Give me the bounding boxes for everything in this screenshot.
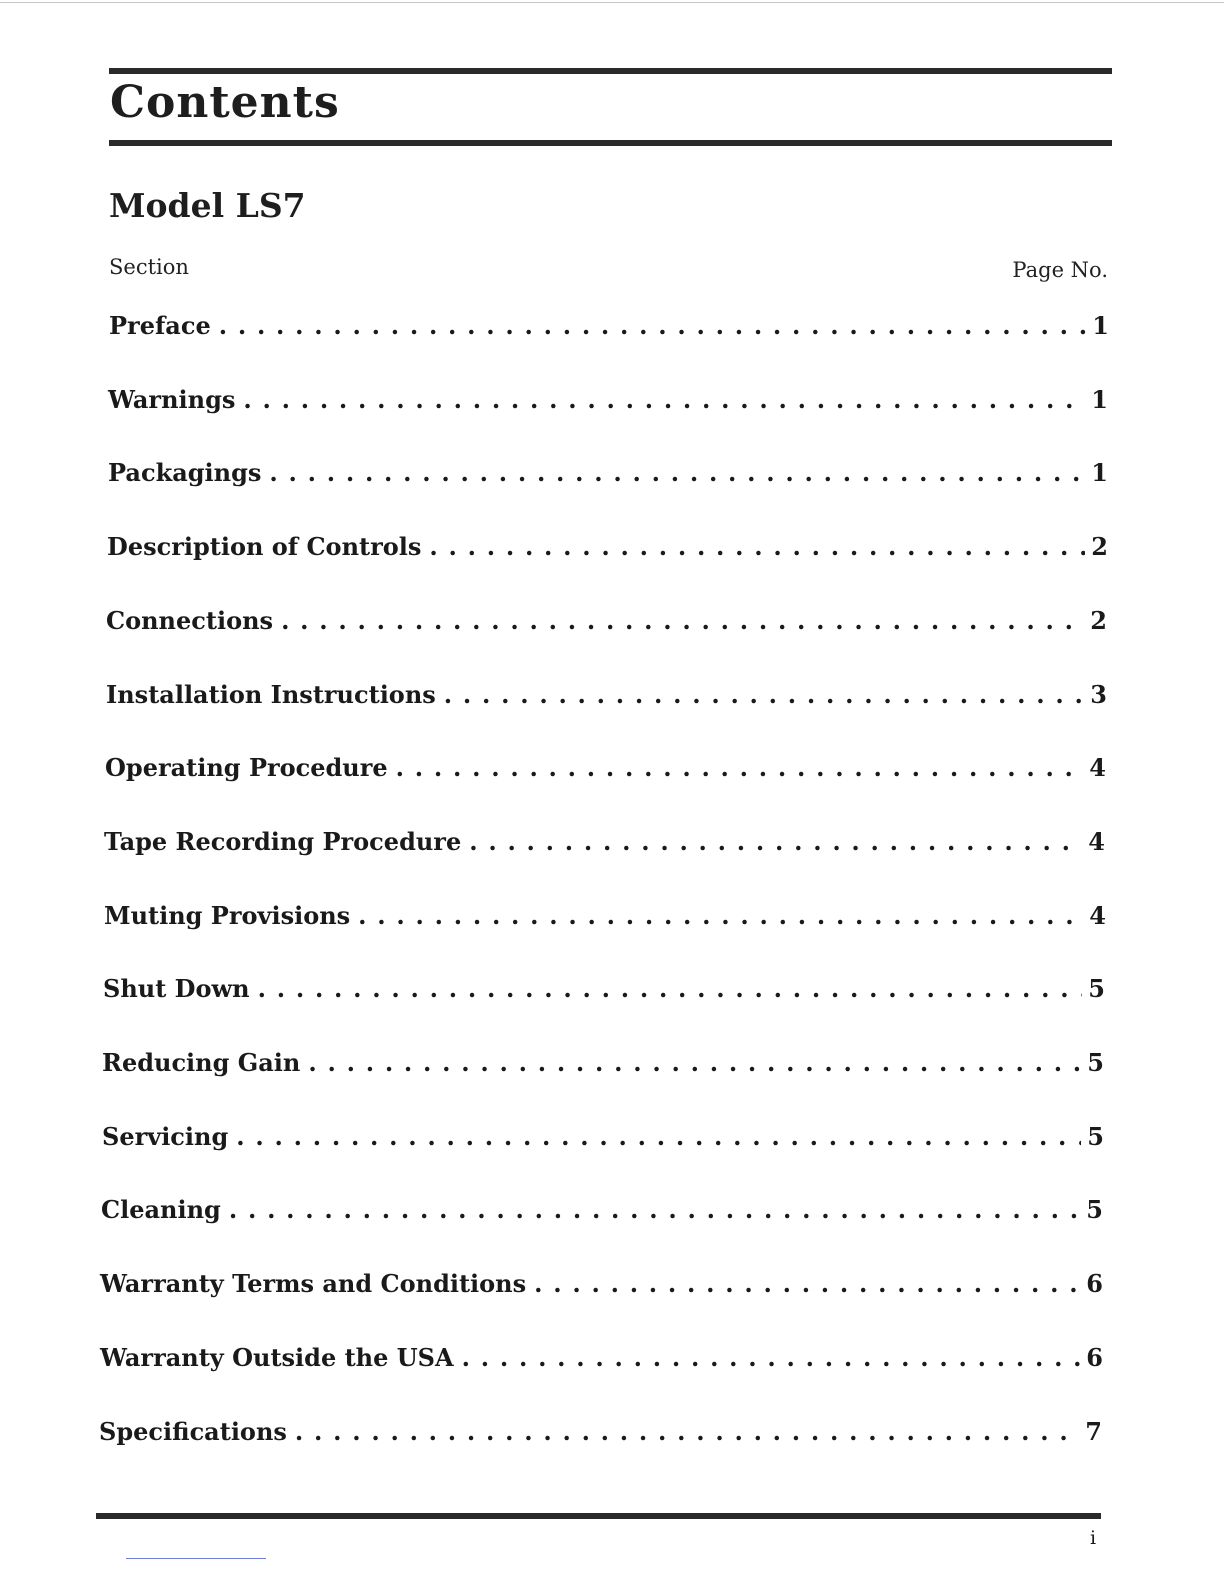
toc-entry-servicing[interactable] [102, 1119, 1104, 1153]
dot-leader [295, 1416, 1079, 1448]
toc-entry-title: Operating Procedure [105, 753, 388, 782]
toc-entry-title: Packagings [108, 458, 262, 487]
dot-leader [308, 1047, 1081, 1079]
toc-entry-operating-procedure[interactable] [105, 750, 1106, 784]
toc-entry-page: 2 [1091, 532, 1108, 561]
toc-entry-description-of-controls[interactable] [107, 529, 1108, 563]
page-number: i [1090, 1527, 1097, 1549]
dot-leader [229, 1194, 1080, 1226]
toc-entry-title: Warnings [108, 385, 236, 414]
dot-leader [429, 531, 1085, 563]
model-title: Model LS7 [109, 186, 306, 225]
toc-entry-title: Description of Controls [107, 532, 422, 561]
toc-entry-warnings[interactable] [108, 382, 1108, 416]
dot-leader [396, 752, 1084, 784]
dot-leader [243, 384, 1085, 416]
toc-entry-title: Shut Down [103, 974, 250, 1003]
toc-entry-cleaning[interactable] [101, 1192, 1103, 1226]
toc-entry-muting-provisions[interactable] [104, 898, 1106, 932]
toc-entry-connections[interactable] [106, 603, 1107, 637]
dot-leader [469, 826, 1082, 858]
section-column-header: Section [109, 255, 189, 279]
toc-entry-tape-recording-procedure[interactable] [104, 824, 1105, 858]
page-column-header: Page No. [1012, 258, 1108, 282]
footer-underline [126, 1558, 266, 1559]
toc-entry-title: Servicing [102, 1122, 229, 1151]
page-title: Contents [110, 77, 340, 128]
toc-entry-page: 5 [1087, 1122, 1104, 1151]
toc-entry-page: 5 [1087, 1048, 1104, 1077]
toc-entry-page: 7 [1085, 1417, 1102, 1446]
toc-entry-page: 4 [1088, 827, 1105, 856]
dot-leader [358, 900, 1083, 932]
dot-leader [444, 679, 1085, 711]
toc-entry-shut-down[interactable] [103, 971, 1105, 1005]
toc-entry-specifications[interactable] [99, 1414, 1102, 1448]
dot-leader [219, 310, 1087, 342]
dot-leader [281, 605, 1084, 637]
toc-entry-page: 6 [1086, 1343, 1103, 1372]
bottom-rule [96, 1513, 1101, 1519]
toc-entry-title: Muting Provisions [104, 901, 351, 930]
dot-leader [269, 457, 1085, 489]
toc-entry-page: 5 [1086, 1195, 1103, 1224]
toc-entry-page: 4 [1089, 753, 1106, 782]
toc-entry-page: 1 [1092, 311, 1109, 340]
toc-entry-title: Cleaning [101, 1195, 221, 1224]
toc-entry-warranty-terms[interactable] [100, 1266, 1103, 1300]
toc-entry-installation-instructions[interactable] [106, 677, 1107, 711]
toc-entry-page: 1 [1091, 385, 1108, 414]
toc-entry-page: 6 [1086, 1269, 1103, 1298]
toc-entry-title: Warranty Outside the USA [100, 1343, 454, 1372]
dot-leader [236, 1121, 1081, 1153]
dot-leader [534, 1268, 1080, 1300]
toc-entry-preface[interactable] [109, 308, 1109, 342]
toc-entry-reducing-gain[interactable] [102, 1045, 1104, 1079]
toc-entry-title: Specifications [99, 1417, 287, 1446]
toc-entry-title: Installation Instructions [106, 680, 436, 709]
dot-leader [258, 973, 1083, 1005]
toc-entry-title: Preface [109, 311, 211, 340]
toc-entry-page: 4 [1089, 901, 1106, 930]
dot-leader [462, 1342, 1081, 1374]
toc-entry-page: 5 [1088, 974, 1105, 1003]
toc-entry-title: Reducing Gain [102, 1048, 301, 1077]
toc-entry-title: Connections [106, 606, 274, 635]
toc-entry-page: 1 [1091, 458, 1108, 487]
toc-entry-packagings[interactable] [108, 455, 1108, 489]
toc-entry-warranty-outside-usa[interactable] [100, 1340, 1103, 1374]
toc-entry-title: Warranty Terms and Conditions [100, 1269, 527, 1298]
toc-entry-title: Tape Recording Procedure [104, 827, 462, 856]
toc-entry-page: 3 [1090, 680, 1107, 709]
toc-entry-page: 2 [1090, 606, 1107, 635]
